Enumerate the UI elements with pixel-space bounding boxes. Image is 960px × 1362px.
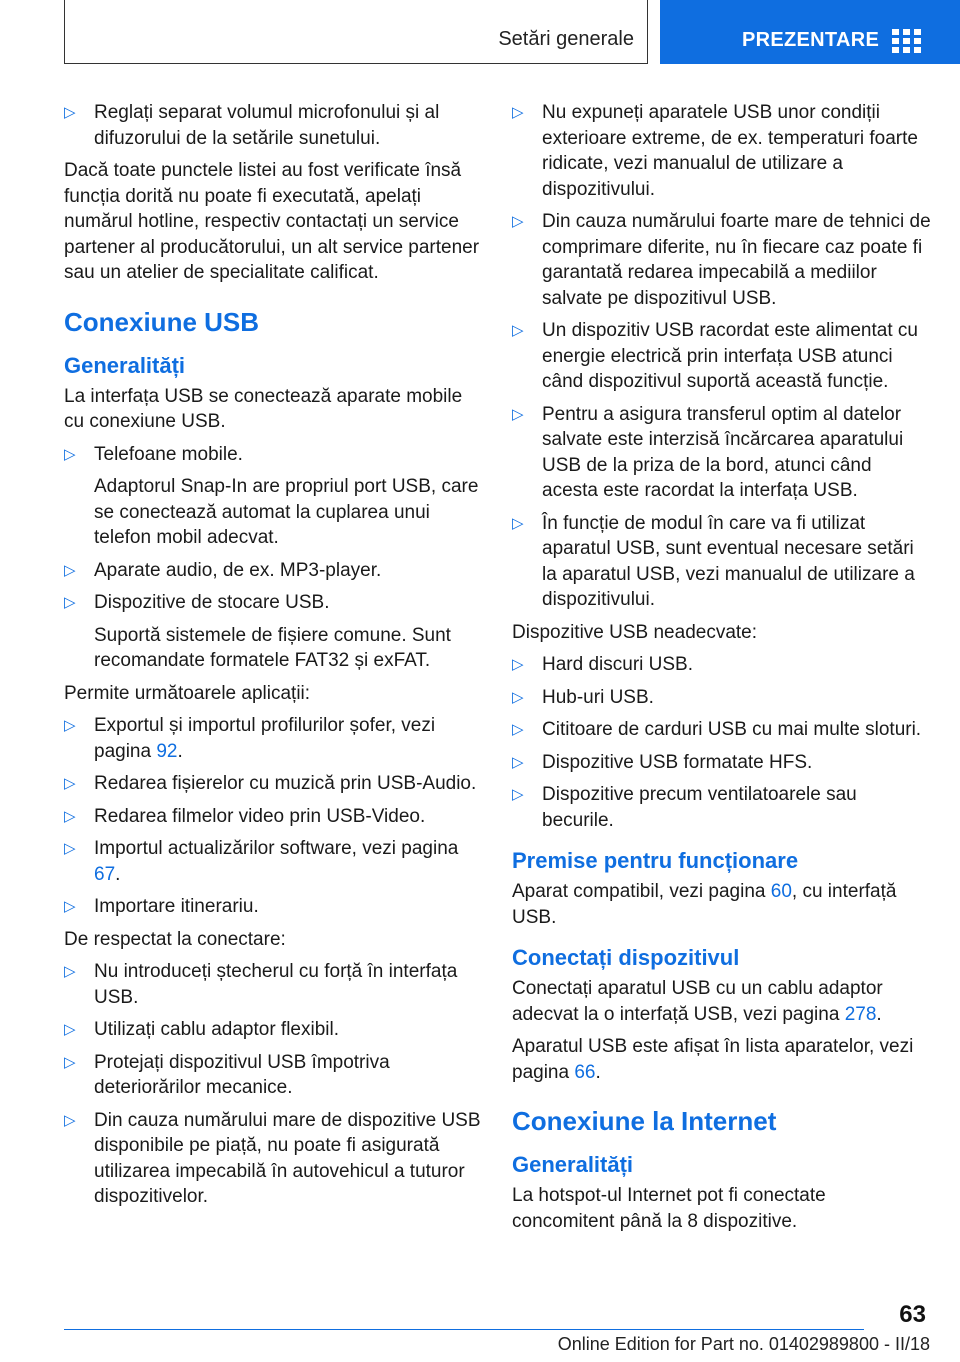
footer-divider bbox=[64, 1329, 864, 1330]
bullet-icon: ▷ bbox=[64, 1053, 76, 1071]
bullet-icon: ▷ bbox=[64, 594, 76, 611]
paragraph: La hotspot-ul Internet pot fi conectate concomitent până la 8 dispozitive. bbox=[512, 1185, 826, 1232]
list-item: ▷ Din cauza numărului foarte mare de tehnici de comprimare diferite, nu în fiecare caz poate fi garantată redarea impecabilă a mediilor salvate pe dispozitivul USB. bbox=[512, 211, 931, 309]
chapter-tab bbox=[660, 0, 960, 64]
list-item-detail: Adaptorul Snap-In are propriul port USB, care se conectează automat la cuplarea unui telefon mobil adecvat. bbox=[94, 476, 479, 548]
list-item: ▷ Telefoane mobile. bbox=[64, 442, 484, 468]
page-header bbox=[0, 0, 960, 66]
bullet-icon: ▷ bbox=[512, 786, 524, 803]
list-item: ▷ Hub-uri USB. bbox=[512, 685, 932, 711]
heading-general: Generalități bbox=[512, 1152, 634, 1177]
heading-general: Generalități bbox=[64, 352, 186, 378]
list-item: ▷ Cititoare de carduri USB cu mai multe sloturi. bbox=[512, 717, 932, 743]
bullet-icon: ▷ bbox=[64, 1021, 76, 1038]
paragraph: Aparat compatibil, vezi pagina 60, cu interfață USB. bbox=[512, 881, 897, 928]
bullet-icon: ▷ bbox=[64, 561, 76, 579]
bullet-icon: ▷ bbox=[512, 322, 524, 339]
list-item: ▷ Nu introduceți ștecherul cu forță în interfața USB. bbox=[64, 961, 458, 1008]
page-number: 63 bbox=[899, 1301, 926, 1328]
bullet-icon: ▷ bbox=[512, 514, 524, 532]
bullet-icon: ▷ bbox=[512, 753, 524, 771]
bullet-icon: ▷ bbox=[512, 405, 524, 423]
list-item: ▷ Redarea filmelor video prin USB-Video. bbox=[64, 804, 484, 830]
list-item: ▷ Exportul și importul profilurilor șofer, vezi pagina 92. bbox=[64, 715, 436, 762]
list-item: ▷ Aparate audio, de ex. MP3-player. bbox=[64, 558, 484, 584]
section-title: Setări generale bbox=[498, 28, 634, 50]
bullet-icon: ▷ bbox=[64, 717, 76, 734]
heading-connect-device: Conectați dispozitivul bbox=[512, 945, 740, 970]
bullet-icon: ▷ bbox=[64, 445, 76, 463]
bullet-icon: ▷ bbox=[512, 688, 524, 706]
bullet-icon: ▷ bbox=[512, 213, 524, 230]
grid-icon bbox=[892, 29, 920, 53]
paragraph: Aparatul USB este afișat în lista aparatelor, vezi pagina 66. bbox=[512, 1036, 914, 1083]
paragraph: Dacă toate punctele listei au fost verificate însă funcția dorită nu poate fi executată, apelați numărul hotline, respectiv contactați un service partener al producătorului, un alt service partener sau un atelier de specialitate calificat. bbox=[64, 160, 480, 283]
paragraph: Dispozitive USB neadecvate: bbox=[512, 621, 758, 643]
bullet-icon: ▷ bbox=[64, 775, 76, 792]
list-item: ▷ Un dispozitiv USB racordat este alimentat cu energie electrică prin interfața USB atunci când dispozitivul suportă această funcție. bbox=[512, 320, 918, 392]
list-item: ▷ Redarea fișierelor cu muzică prin USB-Audio. bbox=[64, 771, 484, 797]
list-item: ▷ În funcție de modul în care va fi utilizat aparatul USB, sunt eventual necesare setări la aparatul USB, vezi manualul de utilizare a dispozitivului. bbox=[512, 512, 915, 610]
list-item: ▷ Reglați separat volumul microfonului și al difuzorului de la setările sunetului. bbox=[64, 102, 440, 149]
list-item: ▷ Protejați dispozitivul USB împotriva deteriorărilor mecanice. bbox=[64, 1051, 390, 1098]
bullet-icon: ▷ bbox=[512, 721, 524, 738]
list-item: ▷ Importul actualizărilor software, vezi pagina 67. bbox=[64, 838, 459, 885]
footer-edition: Online Edition for Part no. 01402989800 - II/18 bbox=[557, 1334, 930, 1354]
right-column bbox=[512, 100, 932, 1241]
paragraph: Permite următoarele aplicații: bbox=[64, 682, 311, 704]
list-item: ▷ Utilizați cablu adaptor flexibil. bbox=[64, 1017, 484, 1043]
list-item: ▷ Pentru a asigura transferul optim al datelor salvate este interzisă încărcarea aparatului USB de la priza de la bord, atunci când acesta este racordat la interfața USB. bbox=[512, 403, 904, 501]
bullet-icon: ▷ bbox=[512, 104, 524, 121]
bullet-icon: ▷ bbox=[64, 963, 76, 980]
list-item-detail: Suportă sistemele de fișiere comune. Sunt recomandate formatele FAT32 și exFAT. bbox=[94, 624, 451, 671]
list-item: ▷ Dispozitive precum ventilatoarele sau becurile. bbox=[512, 784, 857, 831]
heading-usb: Conexiune USB bbox=[64, 306, 260, 337]
page-link[interactable]: 92 bbox=[156, 740, 178, 762]
left-column bbox=[64, 100, 484, 1217]
list-item: ▷ Din cauza numărului mare de dispozitive USB disponibile pe piață, nu poate fi asigurată utilizarea impecabilă în autovehicul a tuturor dispozitivelor. bbox=[64, 1109, 481, 1207]
paragraph: De respectat la conectare: bbox=[64, 928, 286, 950]
chapter-label: PREZENTARE bbox=[742, 29, 880, 51]
page-link[interactable]: 60 bbox=[770, 881, 792, 902]
heading-internet: Conexiune la Internet bbox=[512, 1106, 777, 1136]
bullet-icon: ▷ bbox=[64, 840, 76, 857]
list-item: ▷ Importare itinerariu. bbox=[64, 894, 484, 920]
page-link[interactable]: 278 bbox=[844, 1003, 877, 1025]
paragraph: Conectați aparatul USB cu un cablu adaptor adecvat la o interfață USB, vezi pagina 278. bbox=[512, 978, 883, 1025]
heading-prerequisites: Premise pentru funcționare bbox=[512, 848, 799, 873]
list-item: ▷ Nu expuneți aparatele USB unor condiții exterioare extreme, de ex. temperaturi foarte ridicate, vezi manualul de utilizare a dispozitivului. bbox=[512, 102, 918, 200]
page-link[interactable]: 67 bbox=[94, 863, 116, 885]
paragraph: La interfața USB se conectează aparate mobile cu conexiune USB. bbox=[64, 385, 463, 432]
bullet-icon: ▷ bbox=[64, 1111, 76, 1129]
bullet-icon: ▷ bbox=[64, 898, 76, 915]
bullet-icon: ▷ bbox=[64, 104, 76, 121]
list-item: ▷ Hard discuri USB. bbox=[512, 652, 932, 678]
list-item: ▷ Dispozitive de stocare USB. bbox=[64, 590, 484, 616]
bullet-icon: ▷ bbox=[64, 807, 76, 825]
page-link[interactable]: 66 bbox=[574, 1061, 596, 1083]
bullet-icon: ▷ bbox=[512, 656, 524, 673]
list-item: ▷ Dispozitive USB formatate HFS. bbox=[512, 750, 932, 776]
